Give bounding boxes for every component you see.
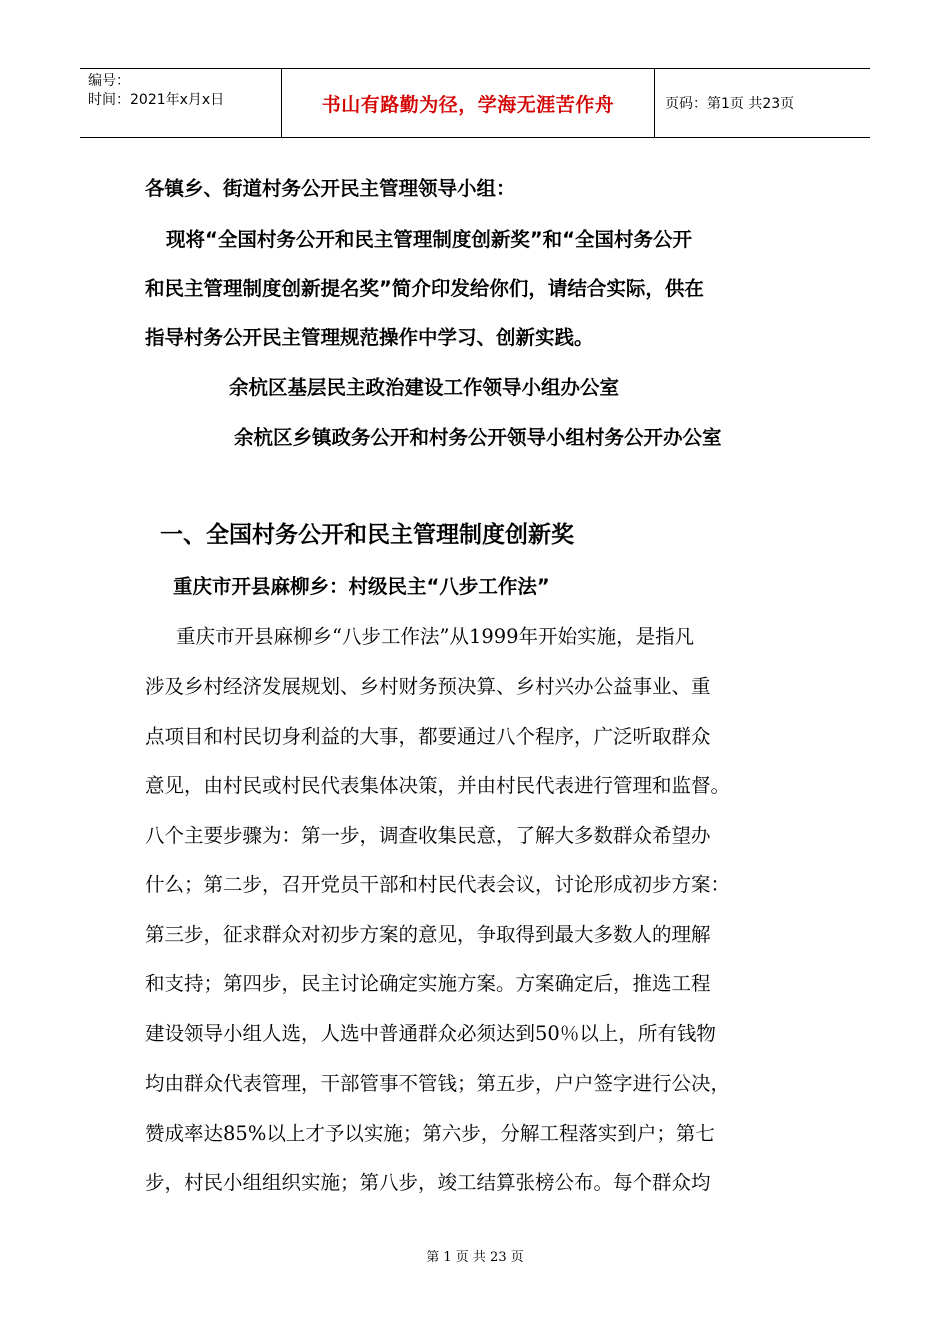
- header-motto: 书山有路勤为径，学海无涯苦作舟: [282, 69, 655, 137]
- paragraph-line: 点项目和村民切身利益的大事，都要通过八个程序，广泛听取群众: [145, 725, 711, 748]
- document-header: [80, 68, 870, 138]
- signature-line: 余杭区基层民主政治建设工作领导小组办公室: [229, 376, 620, 399]
- paragraph-line: 建设领导小组人选，人选中普通群众必须达到50％以上，所有钱物: [145, 1022, 716, 1045]
- paragraph-line: 第三步，征求群众对初步方案的意见，争取得到最大多数人的理解: [145, 923, 711, 946]
- paragraph-line: 重庆市开县麻柳乡“八步工作法”从1999年开始实施，是指凡: [176, 625, 695, 648]
- paragraph-line: 涉及乡村经济发展规划、乡村财务预决算、乡村兴办公益事业、重: [145, 675, 711, 698]
- notice-line: 现将“全国村务公开和民主管理制度创新奖”和“全国村务公开: [166, 228, 692, 251]
- header-meta: [80, 69, 282, 137]
- paragraph-line: 赞成率达85%以上才予以实施；第六步，分解工程落实到户；第七: [145, 1122, 715, 1145]
- notice-salutation: 各镇乡、街道村务公开民主管理领导小组：: [145, 177, 516, 200]
- notice-line: 和民主管理制度创新提名奖”简介印发给你们，请结合实际，供在: [145, 277, 704, 300]
- notice-line: 指导村务公开民主管理规范操作中学习、创新实践。: [145, 326, 594, 349]
- paragraph-line: 和支持；第四步，民主讨论确定实施方案。方案确定后，推选工程: [145, 972, 711, 995]
- section-subtitle: 重庆市开县麻柳乡：村级民主“八步工作法”: [173, 575, 550, 598]
- signature-line: 余杭区乡镇政务公开和村务公开领导小组村务公开办公室: [234, 426, 722, 449]
- time-label: 时间：2021年x月x日: [88, 92, 225, 108]
- header-page-info: 页码：第1页 共23页: [665, 96, 795, 112]
- paragraph-line: 八个主要步骤为：第一步，调查收集民意，了解大多数群众希望办: [145, 824, 711, 847]
- paragraph-line: 步，村民小组组织实施；第八步，竣工结算张榜公布。每个群众均: [145, 1171, 711, 1194]
- paragraph-line: 意见，由村民或村民代表集体决策，并由村民代表进行管理和监督。: [145, 774, 731, 797]
- paragraph-line: 均由群众代表管理，干部管事不管钱；第五步，户户签字进行公决，: [145, 1072, 731, 1095]
- number-label: 编号：: [88, 73, 130, 89]
- page-footer: 第 1 页 共 23 页: [426, 1250, 524, 1265]
- section-title: 一、全国村务公开和民主管理制度创新奖: [160, 522, 574, 548]
- paragraph-line: 什么；第二步，召开党员干部和村民代表会议，讨论形成初步方案：: [145, 873, 731, 896]
